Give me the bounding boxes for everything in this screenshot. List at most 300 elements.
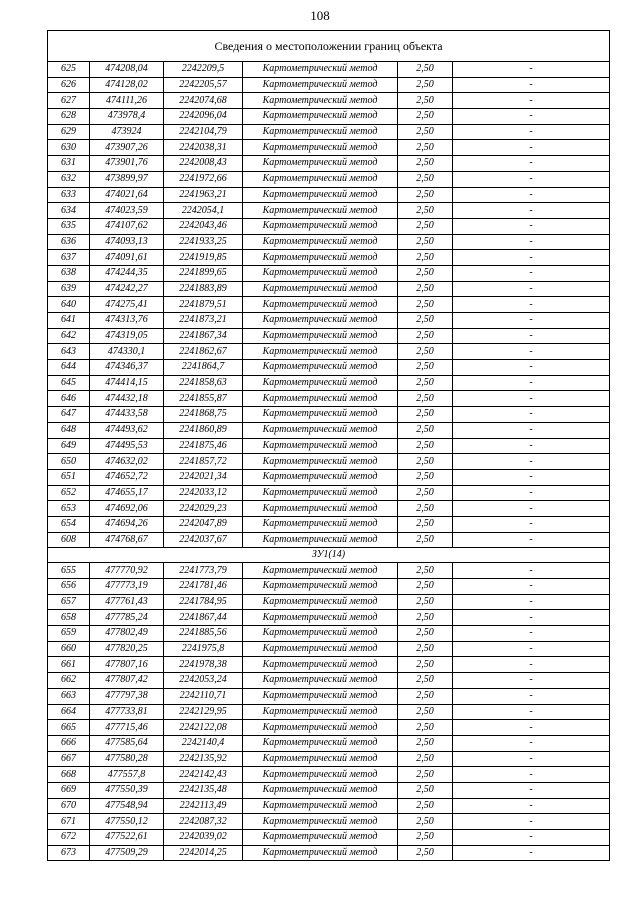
y-coordinate-cell: 2241879,51 [164,297,243,313]
accuracy-cell: 2,50 [398,563,453,579]
table-row [48,657,610,673]
accuracy-cell: 2,50 [398,360,453,376]
method-cell: Картометрический метод [243,438,398,454]
point-number-cell: 642 [48,328,90,344]
table-row [48,203,610,219]
method-cell: Картометрический метод [243,830,398,846]
x-coordinate-cell: 477820,25 [90,641,164,657]
x-coordinate-cell: 474632,02 [90,454,164,470]
method-cell: Картометрический метод [243,657,398,673]
method-cell: Картометрический метод [243,641,398,657]
table-row [48,422,610,438]
description-cell: - [453,109,610,125]
method-cell: Картометрический метод [243,704,398,720]
point-number-cell: 666 [48,735,90,751]
x-coordinate-cell: 474768,67 [90,532,164,548]
method-cell: Картометрический метод [243,328,398,344]
description-cell: - [453,610,610,626]
y-coordinate-cell: 2242008,43 [164,156,243,172]
point-number-cell: 632 [48,171,90,187]
table-row [48,610,610,626]
description-cell: - [453,469,610,485]
x-coordinate-cell: 477522,61 [90,830,164,846]
x-coordinate-cell: 474495,53 [90,438,164,454]
x-coordinate-cell: 474330,1 [90,344,164,360]
description-cell: - [453,657,610,673]
x-coordinate-cell: 477770,92 [90,563,164,579]
accuracy-cell: 2,50 [398,313,453,329]
point-number-cell: 656 [48,579,90,595]
point-number-cell: 654 [48,516,90,532]
x-coordinate-cell: 477557,8 [90,767,164,783]
accuracy-cell: 2,50 [398,673,453,689]
point-number-cell: 641 [48,313,90,329]
table-row [48,720,610,736]
table-row [48,109,610,125]
accuracy-cell: 2,50 [398,688,453,704]
description-cell: - [453,407,610,423]
accuracy-cell: 2,50 [398,407,453,423]
table-row [48,281,610,297]
point-number-cell: 644 [48,360,90,376]
method-cell: Картометрический метод [243,501,398,517]
description-cell: - [453,62,610,78]
accuracy-cell: 2,50 [398,391,453,407]
description-cell: - [453,782,610,798]
table-row [48,171,610,187]
table-row [48,641,610,657]
point-number-cell: 645 [48,375,90,391]
description-cell: - [453,830,610,846]
x-coordinate-cell: 474091,61 [90,250,164,266]
accuracy-cell: 2,50 [398,93,453,109]
method-cell: Картометрический метод [243,187,398,203]
x-coordinate-cell: 474242,27 [90,281,164,297]
method-cell: Картометрический метод [243,344,398,360]
point-number-cell: 663 [48,688,90,704]
x-coordinate-cell: 477761,43 [90,594,164,610]
accuracy-cell: 2,50 [398,171,453,187]
point-number-cell: 608 [48,532,90,548]
y-coordinate-cell: 2242033,12 [164,485,243,501]
description-cell: - [453,501,610,517]
table-row [48,265,610,281]
y-coordinate-cell: 2242029,23 [164,501,243,517]
method-cell: Картометрический метод [243,579,398,595]
x-coordinate-cell: 477585,64 [90,735,164,751]
x-coordinate-cell: 474346,37 [90,360,164,376]
y-coordinate-cell: 2242039,02 [164,830,243,846]
description-cell: - [453,422,610,438]
method-cell: Картометрический метод [243,673,398,689]
table-row [48,704,610,720]
y-coordinate-cell: 2242209,5 [164,62,243,78]
table-title-row [48,31,610,62]
description-cell: - [453,751,610,767]
table-row [48,297,610,313]
description-cell: - [453,532,610,548]
method-cell: Картометрический метод [243,469,398,485]
x-coordinate-cell: 474093,13 [90,234,164,250]
table-row [48,563,610,579]
x-coordinate-cell: 477580,28 [90,751,164,767]
accuracy-cell: 2,50 [398,767,453,783]
table-row [48,375,610,391]
y-coordinate-cell: 2242014,25 [164,845,243,861]
method-cell: Картометрический метод [243,281,398,297]
x-coordinate-cell: 474319,05 [90,328,164,344]
description-cell: - [453,297,610,313]
method-cell: Картометрический метод [243,250,398,266]
description-cell: - [453,641,610,657]
point-number-cell: 637 [48,250,90,266]
table-row [48,469,610,485]
description-cell: - [453,250,610,266]
method-cell: Картометрический метод [243,516,398,532]
method-cell: Картометрический метод [243,140,398,156]
y-coordinate-cell: 2241972,66 [164,171,243,187]
y-coordinate-cell: 2241862,67 [164,344,243,360]
y-coordinate-cell: 2241919,85 [164,250,243,266]
accuracy-cell: 2,50 [398,375,453,391]
point-number-cell: 655 [48,563,90,579]
table-row [48,751,610,767]
accuracy-cell: 2,50 [398,626,453,642]
table-row [48,516,610,532]
description-cell: - [453,391,610,407]
x-coordinate-cell: 474244,35 [90,265,164,281]
point-number-cell: 667 [48,751,90,767]
x-coordinate-cell: 477807,42 [90,673,164,689]
point-number-cell: 671 [48,814,90,830]
point-number-cell: 640 [48,297,90,313]
x-coordinate-cell: 474692,06 [90,501,164,517]
point-number-cell: 626 [48,77,90,93]
table-row [48,62,610,78]
point-number-cell: 670 [48,798,90,814]
table-row [48,360,610,376]
accuracy-cell: 2,50 [398,830,453,846]
accuracy-cell: 2,50 [398,751,453,767]
description-cell: - [453,594,610,610]
accuracy-cell: 2,50 [398,704,453,720]
accuracy-cell: 2,50 [398,218,453,234]
method-cell: Картометрический метод [243,845,398,861]
x-coordinate-cell: 474655,17 [90,485,164,501]
table-title: Сведения о местоположении границ объекта [48,31,610,62]
accuracy-cell: 2,50 [398,124,453,140]
y-coordinate-cell: 2242104,79 [164,124,243,140]
point-number-cell: 660 [48,641,90,657]
accuracy-cell: 2,50 [398,328,453,344]
point-number-cell: 651 [48,469,90,485]
point-number-cell: 673 [48,845,90,861]
accuracy-cell: 2,50 [398,109,453,125]
y-coordinate-cell: 2242037,67 [164,532,243,548]
description-cell: - [453,798,610,814]
y-coordinate-cell: 2241864,7 [164,360,243,376]
x-coordinate-cell: 473901,76 [90,156,164,172]
point-number-cell: 636 [48,234,90,250]
method-cell: Картометрический метод [243,360,398,376]
y-coordinate-cell: 2242140,4 [164,735,243,751]
method-cell: Картометрический метод [243,688,398,704]
table-row [48,626,610,642]
table-row [48,234,610,250]
point-number-cell: 658 [48,610,90,626]
method-cell: Картометрический метод [243,532,398,548]
description-cell: - [453,626,610,642]
method-cell: Картометрический метод [243,156,398,172]
table-row [48,532,610,548]
y-coordinate-cell: 2241867,34 [164,328,243,344]
description-cell: - [453,673,610,689]
point-number-cell: 650 [48,454,90,470]
table-row [48,124,610,140]
y-coordinate-cell: 2242038,31 [164,140,243,156]
table-row [48,579,610,595]
method-cell: Картометрический метод [243,485,398,501]
method-cell: Картометрический метод [243,109,398,125]
x-coordinate-cell: 474021,64 [90,187,164,203]
x-coordinate-cell: 477733,81 [90,704,164,720]
method-cell: Картометрический метод [243,203,398,219]
x-coordinate-cell: 477550,39 [90,782,164,798]
description-cell: - [453,328,610,344]
y-coordinate-cell: 2241978,38 [164,657,243,673]
y-coordinate-cell: 2241784,95 [164,594,243,610]
accuracy-cell: 2,50 [398,657,453,673]
accuracy-cell: 2,50 [398,454,453,470]
x-coordinate-cell: 473978,4 [90,109,164,125]
description-cell: - [453,281,610,297]
accuracy-cell: 2,50 [398,845,453,861]
accuracy-cell: 2,50 [398,203,453,219]
method-cell: Картометрический метод [243,751,398,767]
accuracy-cell: 2,50 [398,501,453,517]
method-cell: Картометрический метод [243,735,398,751]
method-cell: Картометрический метод [243,297,398,313]
point-number-cell: 638 [48,265,90,281]
description-cell: - [453,767,610,783]
table-row [48,814,610,830]
y-coordinate-cell: 2241875,46 [164,438,243,454]
description-cell: - [453,845,610,861]
accuracy-cell: 2,50 [398,297,453,313]
table-row [48,93,610,109]
accuracy-cell: 2,50 [398,594,453,610]
method-cell: Картометрический метод [243,93,398,109]
point-number-cell: 627 [48,93,90,109]
y-coordinate-cell: 2241883,89 [164,281,243,297]
table-row [48,594,610,610]
x-coordinate-cell: 473907,26 [90,140,164,156]
description-cell: - [453,171,610,187]
x-coordinate-cell: 474107,62 [90,218,164,234]
y-coordinate-cell: 2242021,34 [164,469,243,485]
point-number-cell: 643 [48,344,90,360]
point-number-cell: 629 [48,124,90,140]
point-number-cell: 634 [48,203,90,219]
table-row [48,438,610,454]
method-cell: Картометрический метод [243,407,398,423]
table-row [48,767,610,783]
description-cell: - [453,234,610,250]
accuracy-cell: 2,50 [398,641,453,657]
accuracy-cell: 2,50 [398,156,453,172]
method-cell: Картометрический метод [243,234,398,250]
accuracy-cell: 2,50 [398,281,453,297]
table-row [48,830,610,846]
method-cell: Картометрический метод [243,782,398,798]
point-number-cell: 647 [48,407,90,423]
y-coordinate-cell: 2242122,08 [164,720,243,736]
point-number-cell: 661 [48,657,90,673]
accuracy-cell: 2,50 [398,140,453,156]
x-coordinate-cell: 477548,94 [90,798,164,814]
y-coordinate-cell: 2241963,21 [164,187,243,203]
accuracy-cell: 2,50 [398,720,453,736]
x-coordinate-cell: 477797,38 [90,688,164,704]
boundary-coordinates-table [47,30,610,861]
x-coordinate-cell: 474652,72 [90,469,164,485]
description-cell: - [453,140,610,156]
point-number-cell: 662 [48,673,90,689]
y-coordinate-cell: 2242135,92 [164,751,243,767]
y-coordinate-cell: 2242113,49 [164,798,243,814]
method-cell: Картометрический метод [243,313,398,329]
method-cell: Картометрический метод [243,767,398,783]
y-coordinate-cell: 2241885,56 [164,626,243,642]
point-number-cell: 649 [48,438,90,454]
point-number-cell: 665 [48,720,90,736]
method-cell: Картометрический метод [243,265,398,281]
point-number-cell: 669 [48,782,90,798]
x-coordinate-cell: 477509,29 [90,845,164,861]
description-cell: - [453,187,610,203]
accuracy-cell: 2,50 [398,187,453,203]
accuracy-cell: 2,50 [398,814,453,830]
description-cell: - [453,375,610,391]
description-cell: - [453,516,610,532]
description-cell: - [453,203,610,219]
y-coordinate-cell: 2241860,89 [164,422,243,438]
method-cell: Картометрический метод [243,375,398,391]
x-coordinate-cell: 474128,02 [90,77,164,93]
description-cell: - [453,124,610,140]
accuracy-cell: 2,50 [398,234,453,250]
method-cell: Картометрический метод [243,124,398,140]
description-cell: - [453,579,610,595]
y-coordinate-cell: 2241855,87 [164,391,243,407]
point-number-cell: 652 [48,485,90,501]
table-row [48,501,610,517]
accuracy-cell: 2,50 [398,250,453,266]
x-coordinate-cell: 474275,41 [90,297,164,313]
table-row [48,344,610,360]
description-cell: - [453,454,610,470]
method-cell: Картометрический метод [243,77,398,93]
x-coordinate-cell: 474493,62 [90,422,164,438]
point-number-cell: 657 [48,594,90,610]
y-coordinate-cell: 2241858,63 [164,375,243,391]
table-row [48,735,610,751]
x-coordinate-cell: 474208,04 [90,62,164,78]
point-number-cell: 631 [48,156,90,172]
method-cell: Картометрический метод [243,610,398,626]
method-cell: Картометрический метод [243,563,398,579]
x-coordinate-cell: 473899,97 [90,171,164,187]
table-row [48,391,610,407]
section-label: ЗУ1(14) [48,548,610,563]
method-cell: Картометрический метод [243,594,398,610]
description-cell: - [453,485,610,501]
y-coordinate-cell: 2242096,04 [164,109,243,125]
x-coordinate-cell: 474432,18 [90,391,164,407]
accuracy-cell: 2,50 [398,422,453,438]
accuracy-cell: 2,50 [398,516,453,532]
y-coordinate-cell: 2242053,24 [164,673,243,689]
point-number-cell: 630 [48,140,90,156]
y-coordinate-cell: 2241975,8 [164,641,243,657]
accuracy-cell: 2,50 [398,798,453,814]
x-coordinate-cell: 473924 [90,124,164,140]
accuracy-cell: 2,50 [398,532,453,548]
description-cell: - [453,360,610,376]
x-coordinate-cell: 477550,12 [90,814,164,830]
x-coordinate-cell: 474414,15 [90,375,164,391]
y-coordinate-cell: 2242110,71 [164,688,243,704]
accuracy-cell: 2,50 [398,579,453,595]
description-cell: - [453,313,610,329]
method-cell: Картометрический метод [243,422,398,438]
y-coordinate-cell: 2241868,75 [164,407,243,423]
table-row [48,782,610,798]
description-cell: - [453,438,610,454]
accuracy-cell: 2,50 [398,610,453,626]
point-number-cell: 653 [48,501,90,517]
point-number-cell: 648 [48,422,90,438]
description-cell: - [453,720,610,736]
description-cell: - [453,93,610,109]
x-coordinate-cell: 477802,49 [90,626,164,642]
point-number-cell: 625 [48,62,90,78]
table-row [48,187,610,203]
point-number-cell: 628 [48,109,90,125]
accuracy-cell: 2,50 [398,62,453,78]
table-row [48,156,610,172]
table-row [48,454,610,470]
table-row [48,798,610,814]
point-number-cell: 672 [48,830,90,846]
y-coordinate-cell: 2242074,68 [164,93,243,109]
x-coordinate-cell: 477773,19 [90,579,164,595]
accuracy-cell: 2,50 [398,344,453,360]
table-row [48,407,610,423]
accuracy-cell: 2,50 [398,782,453,798]
x-coordinate-cell: 477785,24 [90,610,164,626]
accuracy-cell: 2,50 [398,438,453,454]
y-coordinate-cell: 2242047,89 [164,516,243,532]
table-row [48,140,610,156]
point-number-cell: 635 [48,218,90,234]
y-coordinate-cell: 2242054,1 [164,203,243,219]
x-coordinate-cell: 477715,46 [90,720,164,736]
point-number-cell: 659 [48,626,90,642]
table-row [48,673,610,689]
point-number-cell: 664 [48,704,90,720]
table-row [48,218,610,234]
